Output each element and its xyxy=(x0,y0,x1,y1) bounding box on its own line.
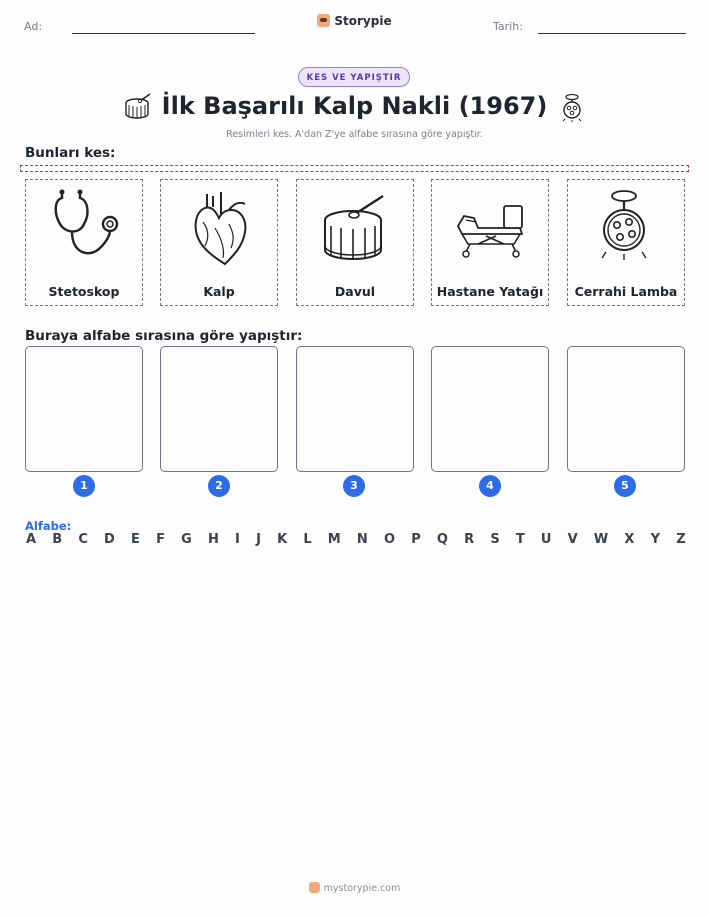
slot-number-badge: 4 xyxy=(479,475,501,497)
cut-card-stethoscope[interactable] xyxy=(25,179,143,306)
alphabet-letter: C xyxy=(78,532,88,547)
alphabet-letter: J xyxy=(256,532,261,547)
alphabet-letter: H xyxy=(207,532,219,547)
heart-icon xyxy=(185,188,255,268)
alphabet-letter: Q xyxy=(436,532,448,547)
alphabet-letter: X xyxy=(624,532,635,547)
alphabet-letter: L xyxy=(303,532,312,547)
brand-name: Storypie xyxy=(334,14,392,28)
date-label: Tarih: xyxy=(493,20,523,33)
alphabet-letter: K xyxy=(277,532,288,547)
alphabet-letter: D xyxy=(104,532,115,547)
alphabet-letter: Z xyxy=(676,532,686,547)
card-label: Stetoskop xyxy=(48,284,120,299)
alphabet-letter: S xyxy=(490,532,500,547)
alphabet-letter: R xyxy=(464,532,475,547)
paste-slot-1[interactable] xyxy=(25,346,143,472)
alphabet-letter: F xyxy=(156,532,165,547)
stethoscope-icon xyxy=(50,188,120,268)
cut-section-heading: Bunları kes: xyxy=(25,145,116,161)
alphabet-letter: G xyxy=(181,532,192,547)
slot-number-badge: 5 xyxy=(614,475,636,497)
alphabet-letter: O xyxy=(383,532,396,547)
storypie-logo-icon xyxy=(309,882,320,893)
card-label: Davul xyxy=(334,284,376,299)
footer-url: mystorypie.com xyxy=(323,883,401,894)
alphabet-letter: V xyxy=(567,532,578,547)
activity-badge: KES VE YAPIŞTIR xyxy=(298,67,410,87)
alphabet-row xyxy=(26,532,686,547)
cut-card-drum[interactable] xyxy=(296,179,414,306)
card-label: Kalp xyxy=(203,284,235,299)
card-label: Cerrahi Lamba xyxy=(574,284,678,299)
date-line xyxy=(538,33,686,34)
paste-slot-4[interactable] xyxy=(431,346,549,472)
cut-card-hospital-bed[interactable] xyxy=(431,179,549,306)
alphabet-letter: Y xyxy=(650,532,661,547)
name-line xyxy=(72,33,255,34)
storypie-logo-icon xyxy=(317,14,330,27)
surgical-lamp-decoration-icon xyxy=(558,92,586,126)
alphabet-letter: T xyxy=(515,532,525,547)
hospital-bed-icon xyxy=(456,188,526,268)
slot-number-badge: 3 xyxy=(343,475,365,497)
alphabet-letter: B xyxy=(52,532,63,547)
drum-icon xyxy=(321,188,391,268)
paste-slot-2[interactable] xyxy=(160,346,278,472)
paste-slot-3[interactable] xyxy=(296,346,414,472)
alphabet-label: Alfabe: xyxy=(25,519,72,533)
slot-number-badge: 1 xyxy=(73,475,95,497)
brand-logo xyxy=(0,14,709,28)
alphabet-letter: W xyxy=(593,532,609,547)
card-label: Hastane Yatağı xyxy=(436,284,544,299)
cut-card-heart[interactable] xyxy=(160,179,278,306)
alphabet-letter: N xyxy=(356,532,368,547)
alphabet-letter: A xyxy=(26,532,37,547)
alphabet-letter: E xyxy=(131,532,140,547)
name-label: Ad: xyxy=(24,20,43,33)
cut-card-surgical-lamp[interactable] xyxy=(567,179,685,306)
slot-number-badge: 2 xyxy=(208,475,230,497)
instructions-subtitle: Resimleri kes. A'dan Z'ye alfabe sırasına göre yapıştır. xyxy=(226,129,483,140)
alphabet-letter: M xyxy=(327,532,341,547)
page-title: İlk Başarılı Kalp Nakli (1967) xyxy=(161,92,548,120)
paste-section-heading: Buraya alfabe sırasına göre yapıştır: xyxy=(25,328,303,344)
alphabet-letter: U xyxy=(540,532,552,547)
surgical-lamp-icon xyxy=(592,188,662,268)
alphabet-letter: P xyxy=(411,532,421,547)
footer xyxy=(0,882,709,894)
paste-slot-5[interactable] xyxy=(567,346,685,472)
alphabet-letter: I xyxy=(235,532,240,547)
cut-line xyxy=(20,165,689,172)
